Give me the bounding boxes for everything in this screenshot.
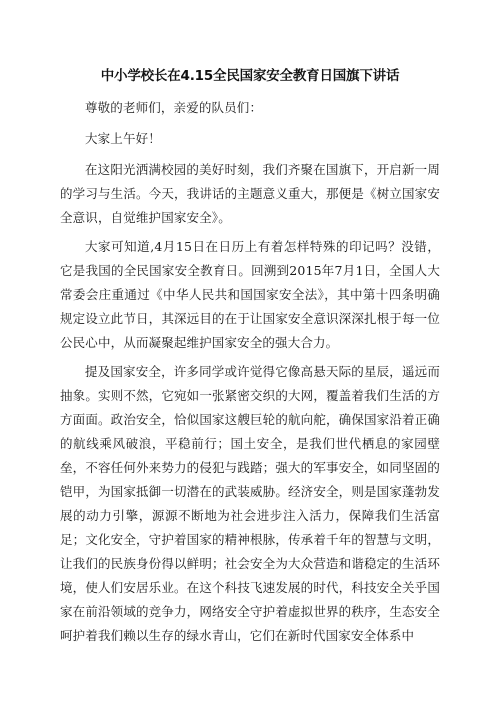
greeting-paragraph: 大家上午好！ [85,131,161,146]
body-paragraph: 提及国家安全，许多同学或许觉得它像高悬天际的星辰，遥远而抽象。实则不然，它宛如一张紧密交织的大网，覆盖着我们生活的方方面面。政治安全，恰似国家这艘巨轮的航向舵，确保国家沿着正确的航线乘风破浪，平稳前行；国土安全，是我们世代栖息的家园壁垒，不容任何外来势力的侵犯与践踏；强大的军事安全，如同坚固的铠甲，为国家抵御一切潜在的武装威胁。经济安全，则是国家蓬勃发展的动力引擎，源源不断地为社会进步注入活力，保障我们生活富足；文化安全，守护着国家的精神根脉，传承着千年的智慧与文明，让我们的民族身份得以鲜明；社会安全为大众营造和谐稳定的生活环境，使人们安居乐业。在这个科技飞速发展的时代，科技安全关乎国家在前沿领域的竞争力，网络安全守护着虚拟世界的秩序，生态安全呵护着我们赖以生存的绿水青山，它们在新时代国家安全体系中 [60,364,440,643]
document-title: 中小学校长在4.15全民国家安全教育日国旗下讲话 [100,68,400,84]
document-body [60,96,440,653]
body-paragraph: 在这阳光洒满校园的美好时刻，我们齐聚在国旗下，开启新一周的学习与生活。今天，我讲话的主题意义重大，那便是《树立国家安全意识，自觉维护国家安全》。 [60,162,440,225]
body-paragraph: 大家可知道,4月15日在日历上有着怎样特殊的印记吗？没错，它是我国的全民国家安全教育日。回溯到2015年7月1日，全国人大常委会庄重通过《中华人民共和国国家安全法》，其中第十四条明确规定设立此节日，其深远目的在于让国家安全意识深深扎根于每一位公民心中，从而凝聚起维护国家安全的强大合力。 [60,239,440,350]
salutation-paragraph: 尊敬的老师们，亲爱的队员们： [85,100,263,115]
